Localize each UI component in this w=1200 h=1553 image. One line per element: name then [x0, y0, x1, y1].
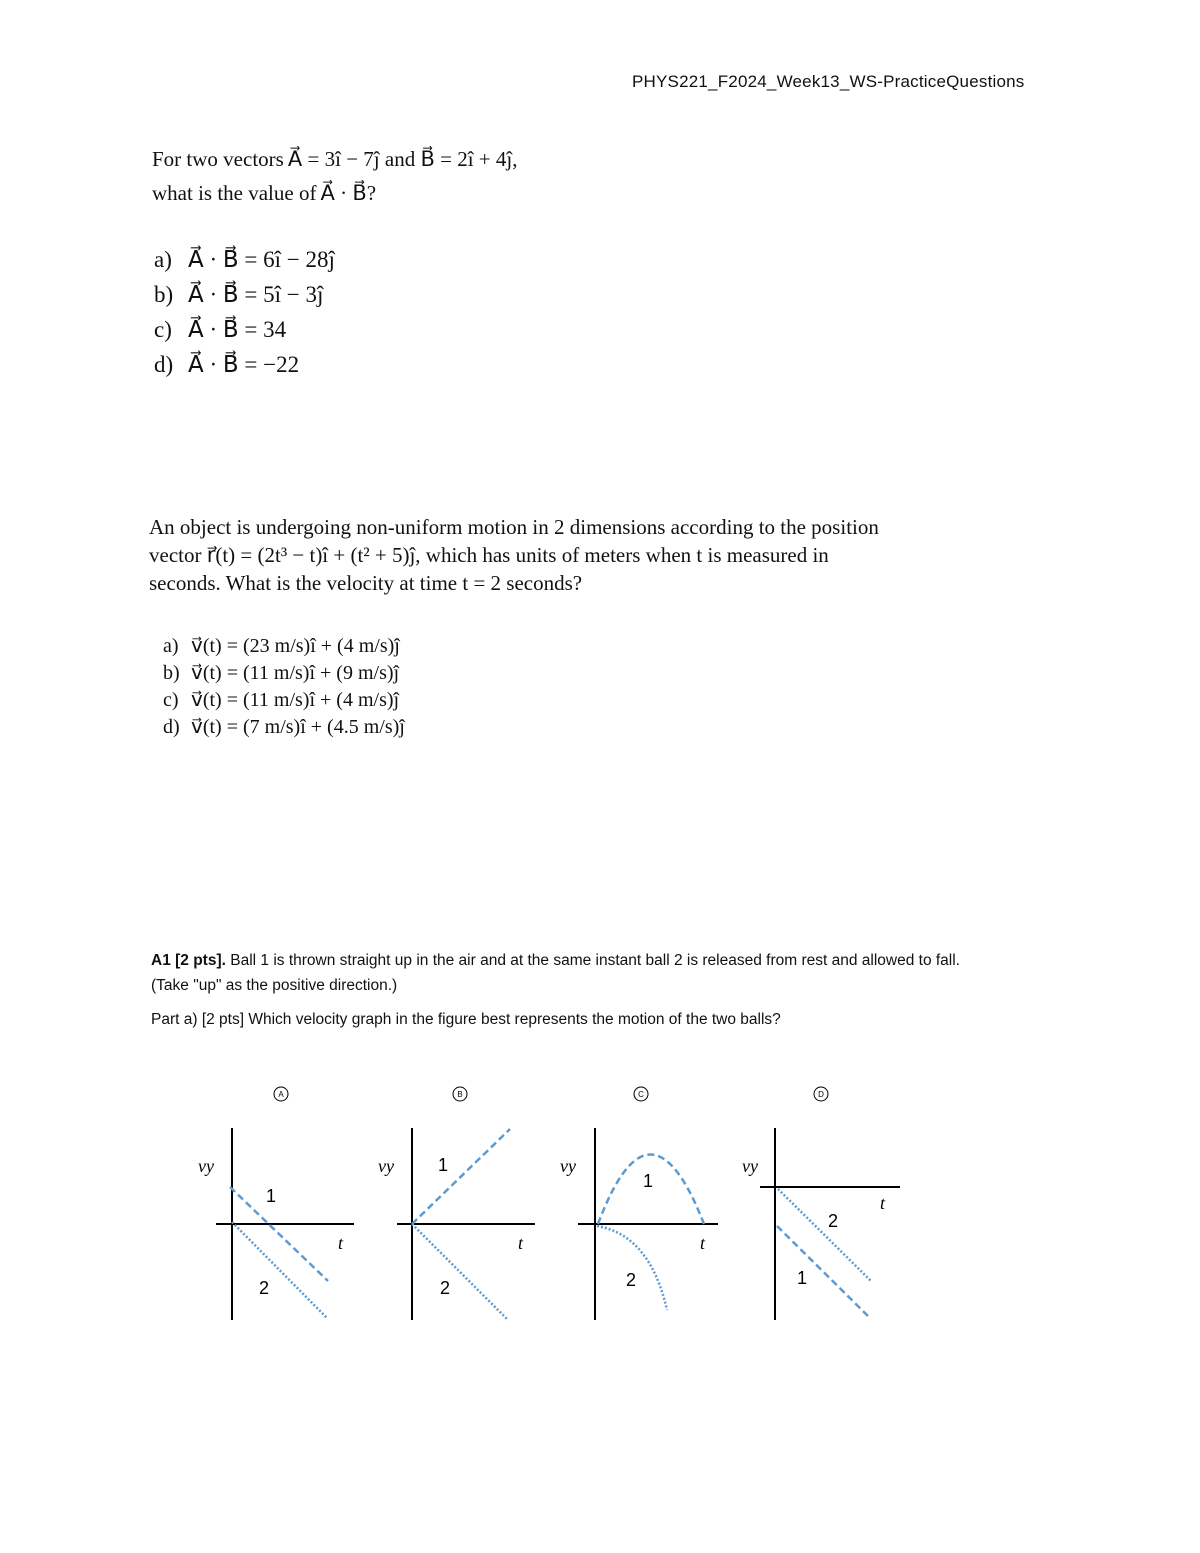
graph-b-ball1-line — [412, 1129, 510, 1224]
option-label: d) — [154, 352, 174, 377]
q1-stem-line2: what is the value of A⃗ · B⃗? — [152, 181, 377, 205]
option-text: A⃗ · B⃗ = 34 — [188, 317, 287, 342]
graph-c-xlabel: t — [700, 1233, 706, 1253]
graph-c-ball1-label: 1 — [643, 1171, 654, 1191]
graph-a-ball1-label: 1 — [266, 1186, 277, 1206]
graph-d-ball1-line — [777, 1226, 870, 1318]
q2-stem-line3: seconds. What is the velocity at time t = 2 seconds? — [149, 571, 583, 595]
option-text: A⃗ · B⃗ = 6î − 28ĵ — [188, 247, 335, 272]
q1-stem-line1: For two vectors A⃗ = 3î − 7ĵ and B⃗ = 2î + 4ĵ, — [152, 147, 518, 171]
option-label: d) — [163, 716, 180, 738]
graph-c-id: C — [638, 1090, 644, 1099]
graph-b-ball1-label: 1 — [438, 1155, 449, 1175]
document-header: PHYS221_F2024_Week13_WS-PracticeQuestions — [632, 72, 1025, 91]
graph-d-ball2-label: 2 — [828, 1211, 839, 1231]
graph-b-xlabel: t — [518, 1233, 524, 1253]
option-text: v⃗(t) = (11 m/s)î + (4 m/s)ĵ — [191, 689, 400, 711]
graph-a-xlabel: t — [338, 1233, 344, 1253]
q2-stem-line1: An object is undergoing non-uniform motion in 2 dimensions according to the position — [149, 515, 879, 539]
graph-b-ball2-line — [412, 1224, 508, 1320]
graph-c-ball2-curve — [597, 1226, 667, 1310]
graph-d-ball1-label: 1 — [797, 1268, 808, 1288]
graph-d-id: D — [818, 1090, 824, 1099]
graph-a-ball2-line — [232, 1222, 327, 1318]
graph-b[interactable] — [378, 1087, 535, 1320]
graph-b-ball2-label: 2 — [440, 1278, 451, 1298]
option-text: v⃗(t) = (7 m/s)î + (4.5 m/s)ĵ — [191, 716, 405, 738]
graph-b-id: B — [457, 1090, 463, 1099]
graph-a-ylabel: vy — [198, 1156, 214, 1176]
graph-c[interactable] — [560, 1087, 718, 1320]
graph-b-ylabel: vy — [378, 1156, 394, 1176]
q2-stem-line2: vector r⃗(t) = (2t³ − t)î + (t² + 5)ĵ, which has units of meters when t is measured in — [149, 543, 829, 567]
option-label: c) — [163, 689, 179, 711]
graph-d-ball2-line — [778, 1189, 871, 1281]
graph-d[interactable] — [742, 1087, 900, 1320]
a1-text: Ball 1 is thrown straight up in the air and at the same instant ball 2 is released from rest and allowed to fall. — [225, 952, 960, 969]
option-label: a) — [163, 635, 179, 657]
graph-d-ylabel: vy — [742, 1156, 758, 1176]
graph-a-id: A — [278, 1090, 284, 1099]
a1-part-a: Part a) [2 pts] Which velocity graph in the figure best represents the motion of the two balls? — [151, 1011, 781, 1028]
option-label: a) — [154, 247, 172, 272]
option-label: c) — [154, 317, 172, 342]
graph-d-xlabel: t — [880, 1193, 886, 1213]
a1-line2: (Take "up" as the positive direction.) — [151, 977, 398, 994]
a1-title: A1 [2 pts]. — [151, 952, 226, 969]
graph-c-ylabel: vy — [560, 1156, 576, 1176]
option-label: b) — [163, 662, 180, 684]
option-label: b) — [154, 282, 174, 307]
option-text: A⃗ · B⃗ = 5î − 3ĵ — [188, 282, 324, 307]
option-text: A⃗ · B⃗ = −22 — [188, 352, 300, 377]
option-text: v⃗(t) = (23 m/s)î + (4 m/s)ĵ — [191, 635, 400, 657]
option-text: v⃗(t) = (11 m/s)î + (9 m/s)ĵ — [191, 662, 400, 684]
graph-c-ball2-label: 2 — [626, 1270, 637, 1290]
graph-a[interactable] — [198, 1087, 354, 1320]
graph-a-ball2-label: 2 — [259, 1278, 270, 1298]
